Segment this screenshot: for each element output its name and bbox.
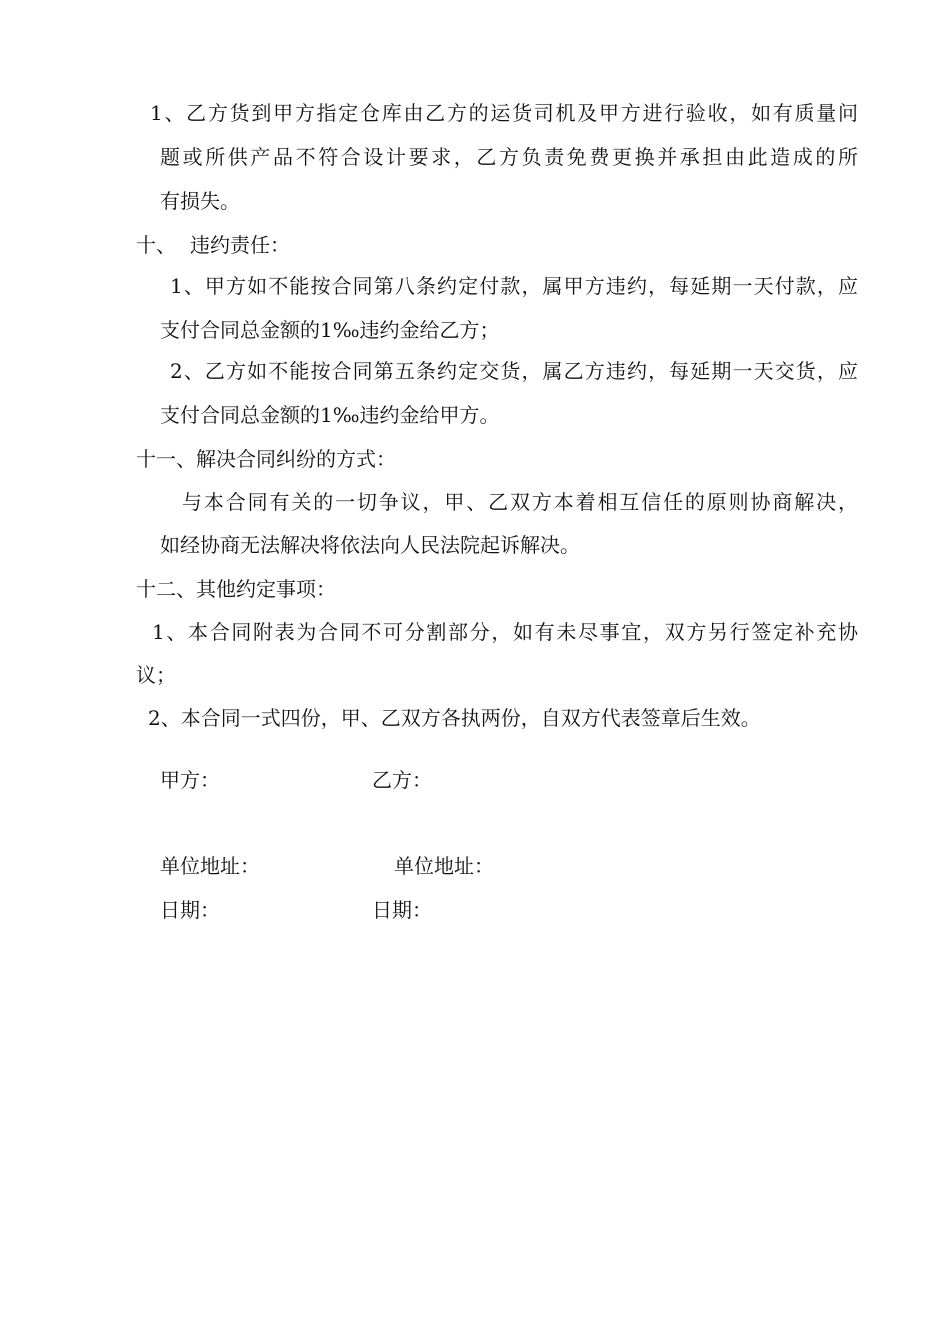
party-a-label: 甲方：: [160, 768, 220, 792]
clause-9-item-1-line-1: 1、乙方货到甲方指定仓库由乙方的运货司机及甲方进行验收，如有质量问: [150, 101, 858, 125]
party-a-address-label: 单位地址：: [160, 854, 260, 878]
party-b-label: 乙方：: [372, 768, 432, 792]
clause-10-item-1-line-2: 支付合同总金额的1‰违约金给乙方；: [160, 318, 500, 342]
clause-10-item-2-line-1: 2、乙方如不能按合同第五条约定交货，属乙方违约，每延期一天交货，应: [170, 359, 858, 383]
clause-10-heading-text: 违约责任：: [190, 233, 290, 257]
clause-9-item-1-line-3: 有损失。: [160, 189, 240, 213]
clause-12-item-2: 2、本合同一式四份，甲、乙双方各执两份，自双方代表签章后生效。: [148, 706, 761, 730]
clause-12-item-1-line-2: 议；: [136, 663, 176, 687]
party-b-address-label: 单位地址：: [394, 854, 494, 878]
clause-9-item-1-line-2: 题或所供产品不符合设计要求，乙方负责免费更换并承担由此造成的所: [160, 145, 858, 169]
party-a-date-label: 日期：: [160, 898, 220, 922]
party-b-date-label: 日期：: [372, 898, 432, 922]
clause-10-heading-number: 十、: [136, 233, 176, 257]
clause-11-heading: 十一、解决合同纠纷的方式：: [136, 447, 396, 471]
clause-11-paragraph-line-2: 如经协商无法解决将依法向人民法院起诉解决。: [160, 533, 580, 557]
clause-12-item-1-line-1: 1、本合同附表为合同不可分割部分，如有未尽事宜，双方另行签定补充协: [152, 620, 858, 644]
clause-11-paragraph-line-1: 与本合同有关的一切争议，甲、乙双方本着相互信任的原则协商解决，: [182, 490, 858, 514]
clause-10-item-1-line-1: 1、甲方如不能按合同第八条约定付款，属甲方违约，每延期一天付款，应: [170, 274, 858, 298]
clause-12-heading: 十二、其他约定事项：: [136, 577, 336, 601]
clause-10-item-2-line-2: 支付合同总金额的1‰违约金给甲方。: [160, 403, 500, 427]
